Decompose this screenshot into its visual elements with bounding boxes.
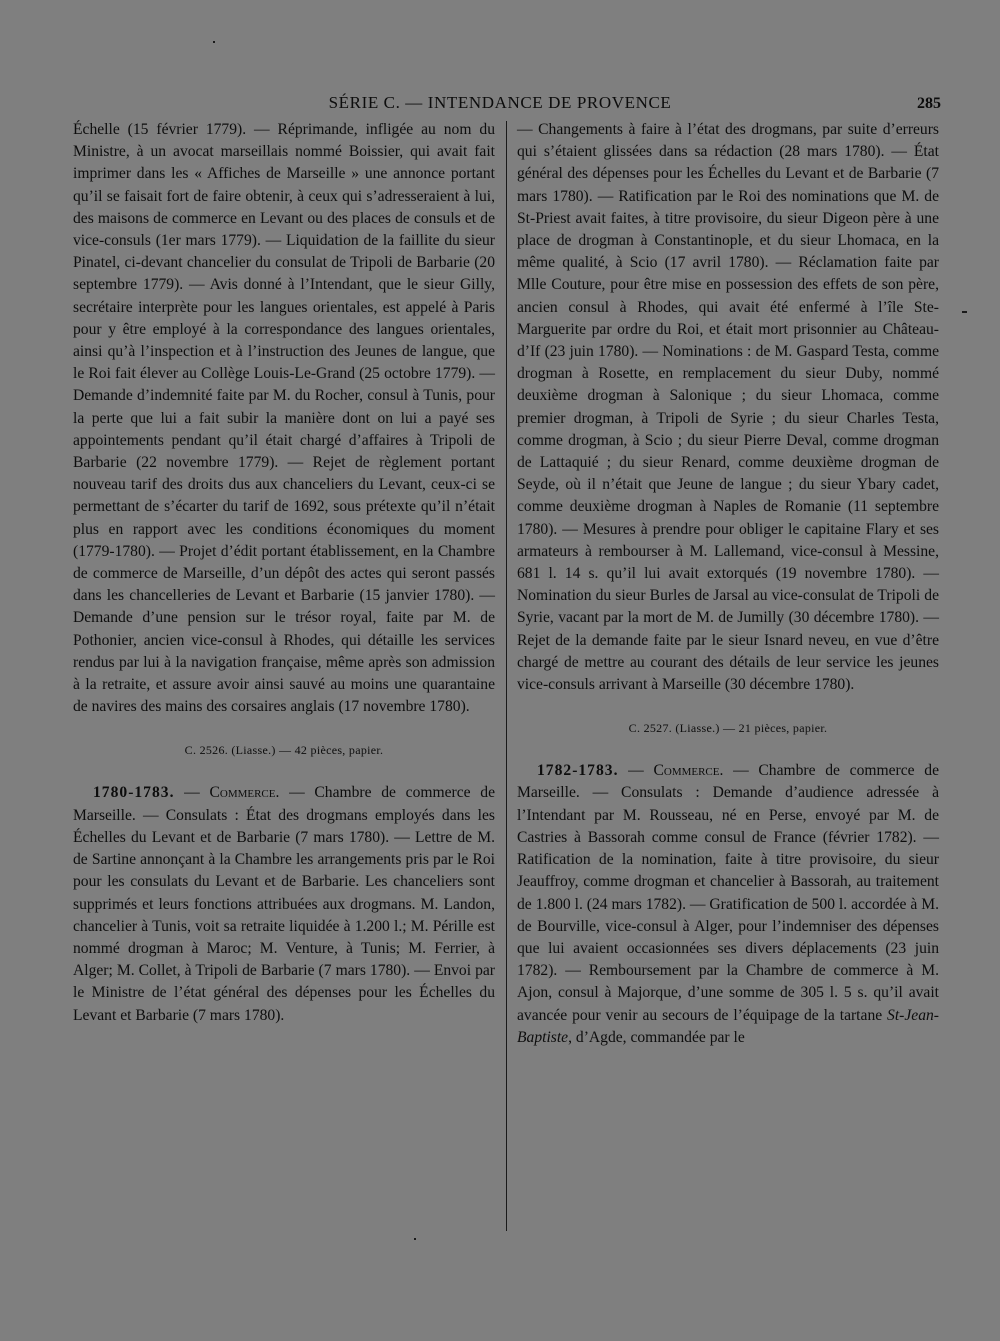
- entry-c2527: [517, 760, 939, 1049]
- page-number: 285: [917, 95, 941, 112]
- archive-reference-c2527: C. 2527. (Liasse.) — 21 pièces, papier.: [628, 721, 828, 736]
- entry-text-end: , d’Agde, commandée par le: [568, 1028, 745, 1046]
- scan-speck-right: [962, 311, 967, 313]
- scan-speck-top: [213, 41, 215, 43]
- column-divider: [506, 121, 507, 1231]
- entry-date: 1780-1783.: [93, 784, 175, 802]
- ship-name: St-Jean-Baptiste: [517, 1006, 939, 1046]
- page-header: [0, 93, 1000, 117]
- entry-c2526: [73, 782, 495, 1026]
- right-column: [517, 119, 939, 1049]
- scan-speck-bottom: [414, 1238, 416, 1240]
- left-continuation-text: Échelle (15 février 1779). — Réprimande, infligée au nom du Ministre, à un avocat marseillais nommé Boissier, qui avait fait imprimer dans les « Affiches de Marseille » une annonce portant qu’il se faisait fort de faire obtenir, à ceux qui s’adresseraient à lui, des maisons de commerce en Levant ou des places de consuls et de vice-consuls (1er mars 1779). — Liquidation de la faillite du sieur Pinatel, ci-devant chancelier du consulat de Tripoli de Barbarie (20 septembre 1779). — Avis donné à l’Intendant, que le sieur Gilly, secrétaire interprète pour les langues orientales, est appelé à Paris pour y être employé à la correspondance des langues orientales, ainsi qu’à l’inspection et à l’instruction des Jeunes de langue, que le Roi fait élever au Collège Louis-Le-Grand (25 octobre 1779). — Demande d’indemnité faite par M. du Rocher, consul à Tunis, pour la perte que lui a fait subir la manière dont on lui a payé ses appointements pendant qu’il était chargé d’affaires à Tripoli de Barbarie (22 novembre 1779). — Rejet de règlement portant nouveau tarif des droits dus aux chanceliers du Levant, ceux-ci se permettant de s’écarter du tarif de 1692, sous prétexte qu’il n’était plus en rapport avec les conditions économiques du moment (1779-1780). — Projet d’édit portant établissement, en la Chambre de commerce de Marseille, d’un dépôt des actes qui seront passés dans les chancelleries de Levant et Barbarie (15 janvier 1780). — Demande d’une pension sur le trésor royal, faite par M. de Pothonier, ancien vice-consul à Rhodes, qui détaille les services rendus par lui à la navigation française, même après son admission à la retraite, et assure avoir ainsi sauvé au moins une quarantaine de navires des mains des corsaires anglais (17 novembre 1780).: [73, 121, 495, 716]
- entry-date: 1782-1783.: [537, 762, 619, 780]
- entry-separator: —: [618, 762, 654, 780]
- left-column: [73, 119, 495, 1027]
- entry-category: Commerce: [209, 784, 276, 802]
- entry-text: . — Chambre de commerce de Marseille. — Consulats : Demande d’audience adressée à l’Intendant par M. Rousseau, né en Perse, envoyé par M. de Castries à Bassorah comme consul de France (février 1782). — Ratification de la nomination, faite à titre provisoire, du sieur Jeauffroy, comme drogman et chancelier à Bassorah, au traitement de 1.800 l. (24 mars 1782). — Gratification de 500 l. accordée à M. de Bourville, vice-consul à Alger, pour l’indemniser des dépenses que lui avaient occasionnées ses divers déplacements (23 juin 1782). — Remboursement par la Chambre de commerce à M. Ajon, consul à Majorque, d’une somme de 305 l. 5 s. qu’il avait avancée pour venir au secours de l’équipage de la tartane: [517, 762, 940, 1024]
- entry-separator: —: [174, 784, 210, 802]
- entry-category: Commerce: [653, 762, 720, 780]
- entry-text: . — Chambre de commerce de Marseille. — Consulats : État des drogmans employés dans les Échelles du Levant et de Barbarie (7 mars 1780). — Lettre de M. de Sartine annonçant à la Chambre les arrangements pris par le Roi pour les consulats du Levant et de Barbarie. Les chanceliers sont supprimés et leurs fonctions attribuées aux drogmans. M. Landon, chancelier à Tunis, voit sa retraite liquidée à 1.200 l.; M. Pérille est nommé drogman à Maroc; M. Venture, à Tunis; M. Ferrier, à Alger; M. Collet, à Tripoli de Barbarie (7 mars 1780). — Envoi par le Ministre de l’état général des dépenses pour les Échelles du Levant et Barbarie (7 mars 1780).: [73, 784, 496, 1024]
- right-continuation-text: — Changements à faire à l’état des drogmans, par suite d’erreurs qui s’étaient glissées dans sa rédaction (28 mars 1780). — État général des dépenses pour les Échelles du Levant et de Barbarie (7 mars 1780). — Ratification par le Roi des nominations que M. de St-Priest avait faites, à titre provisoire, du sieur Digeon père à une place de drogman à Constantinople, et du sieur Lhomaca, en la même qualité, à Scio (17 avril 1780). — Réclamation faite par Mlle Couture, pour être mise en possession des effets de son père, ancien consul à Rhodes, qui avait été enfermé à l’île Ste-Marguerite par ordre du Roi, et était mort prisonnier au Château-d’If (23 juin 1780). — Nominations : de M. Gaspard Testa, comme drogman à Rosette, en remplacement du sieur Duby, nommé deuxième drogman à Salonique ; du sieur Lhomaca, comme premier drogman, à Tripoli de Syrie ; du sieur Charles Testa, comme drogman, à Scio ; du sieur Pierre Deval, comme drogman de Lattaquié ; du sieur Renard, comme deuxième drogman de Seyde, où il n’était que Jeune de langue ; du sieur Ybary cadet, comme deuxième drogman à Naples de Romanie (11 septembre 1780). — Mesures à prendre pour obliger le capitaine Flary et ses armateurs à rembourser à M. Lallemand, vice-consul à Messine, 681 l. 14 s. qu’il lui avait extorqués (19 novembre 1780). — Nomination du sieur Burles de Jarsal au vice-consulat de Tripoli de Syrie, vacant par la mort de M. de Jumilly (30 décembre 1780). — Rejet de la demande faite par le sieur Isnard neveu, en vue d’être chargé de mettre au courant des détails de leur service les jeunes vice-consuls arrivant à Marseille (30 décembre 1780).: [517, 121, 939, 694]
- archive-reference-c2526: C. 2526. (Liasse.) — 42 pièces, papier.: [184, 743, 384, 758]
- running-title: SÉRIE C. — INTENDANCE DE PROVENCE: [328, 93, 672, 112]
